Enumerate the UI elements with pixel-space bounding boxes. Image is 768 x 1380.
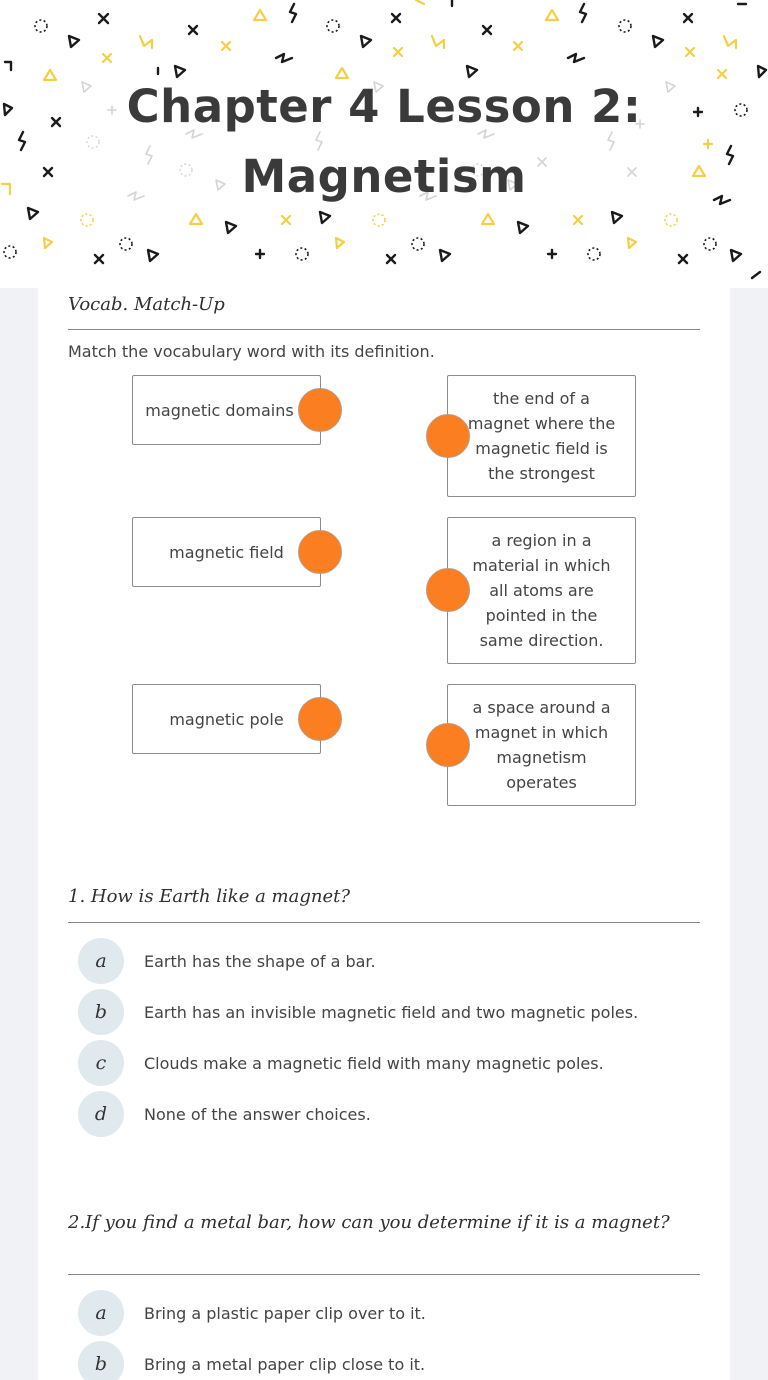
choice-letter: a: [78, 938, 124, 984]
q1-choice-c[interactable]: [78, 1040, 604, 1086]
choice-letter: c: [78, 1040, 124, 1086]
divider: [68, 1274, 700, 1275]
q2-choice-a[interactable]: [78, 1290, 426, 1336]
q1-choice-a[interactable]: [78, 938, 376, 984]
choice-text: None of the answer choices.: [144, 1104, 371, 1124]
q1-choice-d[interactable]: [78, 1091, 371, 1137]
term-label: magnetic domains: [145, 400, 294, 420]
choice-text: Bring a metal paper clip close to it.: [144, 1354, 426, 1374]
match-handle-term-1[interactable]: [298, 388, 342, 432]
definition-card-3[interactable]: [447, 684, 636, 806]
match-handle-term-2[interactable]: [298, 530, 342, 574]
choice-text: Earth has the shape of a bar.: [144, 951, 376, 971]
q1-choice-b[interactable]: [78, 989, 638, 1035]
definition-card-2[interactable]: [447, 517, 636, 664]
q2-choice-b[interactable]: [78, 1341, 425, 1380]
definition-text: a space around a magnet in which magnetism operates: [472, 698, 611, 792]
question-2-title: 2.If you find a metal bar, how can you determine if it is a magnet?: [68, 1212, 670, 1233]
title-line-1: Chapter 4 Lesson 2:: [126, 80, 642, 133]
choice-letter: a: [78, 1290, 124, 1336]
divider: [68, 922, 700, 923]
term-label: magnetic pole: [169, 709, 284, 729]
term-card-magnetic-domains[interactable]: [132, 375, 321, 445]
choice-text: Clouds make a magnetic field with many magnetic poles.: [144, 1053, 604, 1073]
choice-letter: b: [78, 989, 124, 1035]
choice-letter: d: [78, 1091, 124, 1137]
choice-text: Earth has an invisible magnetic field and two magnetic poles.: [144, 1002, 639, 1022]
worksheet: [38, 288, 730, 1380]
page-title: [0, 72, 768, 212]
header-banner: [0, 0, 768, 288]
match-handle-definition-1[interactable]: [426, 414, 470, 458]
term-label: magnetic field: [169, 542, 284, 562]
definition-text: the end of a magnet where the magnetic field is the strongest: [467, 389, 616, 483]
choice-text: Bring a plastic paper clip over to it.: [144, 1303, 426, 1323]
match-handle-definition-2[interactable]: [426, 568, 470, 612]
choice-letter: b: [78, 1341, 124, 1380]
term-card-magnetic-field[interactable]: [132, 517, 321, 587]
term-card-magnetic-pole[interactable]: [132, 684, 321, 754]
definition-text: a region in a material in which all atoms are pointed in the same direction.: [472, 531, 611, 650]
definition-card-1[interactable]: [447, 375, 636, 497]
question-1-title: 1. How is Earth like a magnet?: [68, 886, 350, 907]
match-handle-definition-3[interactable]: [426, 723, 470, 767]
match-handle-term-3[interactable]: [298, 697, 342, 741]
instructions: Match the vocabulary word with its definition.: [68, 342, 435, 361]
divider: [68, 329, 700, 330]
vocab-section-title: Vocab. Match-Up: [68, 294, 225, 315]
title-line-2: Magnetism: [241, 149, 527, 203]
